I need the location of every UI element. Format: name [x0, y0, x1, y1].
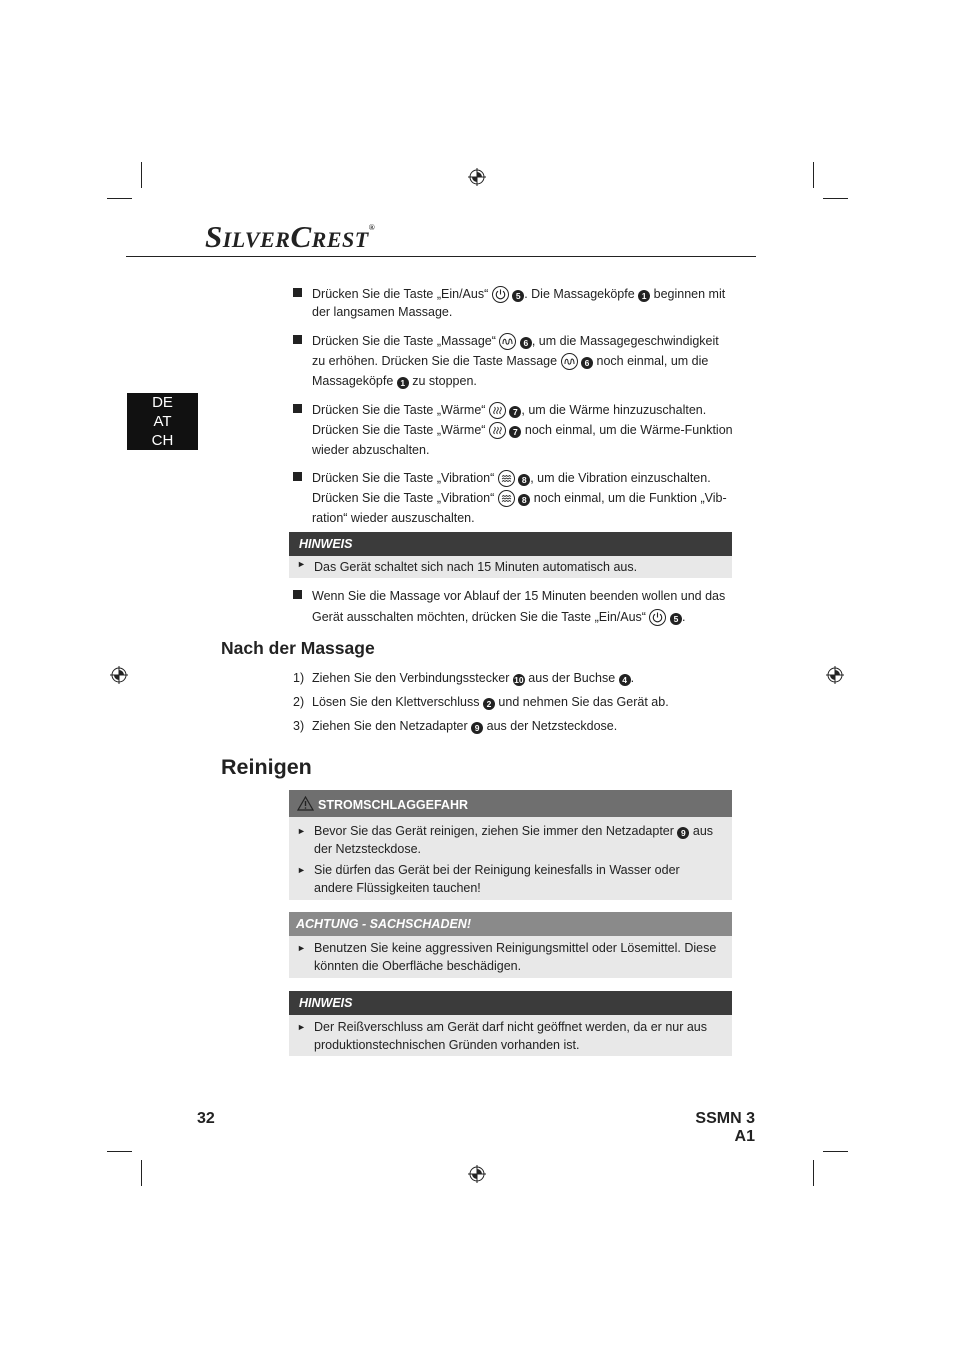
- heat-icon: [489, 402, 506, 419]
- step-item: 2) Lösen Sie den Klettverschluss 2 und nehmen Sie das Gerät ab.: [293, 695, 669, 709]
- notice-title: HINWEIS: [289, 532, 732, 556]
- arrow-icon: ►: [297, 865, 306, 875]
- bullet-vibration: Drücken Sie die Taste „Vibration“ 8 , um die Vibration einzuschalten. Drücken Sie die Taste „Vibration“ 8 noch einmal, um die Funktion „Vib-ration“ wieder auszuschalten.: [289, 468, 734, 528]
- crop-mark: [107, 1151, 132, 1152]
- notice-caution: [289, 912, 732, 978]
- notice-hinweis: [289, 991, 732, 1056]
- lang-at: AT: [153, 413, 172, 430]
- arrow-icon: ►: [297, 826, 306, 836]
- brand-logo: SILVERCREST®: [205, 219, 376, 254]
- arrow-icon: ►: [297, 943, 306, 953]
- registration-mark-icon: [110, 666, 128, 684]
- lang-de: DE: [152, 394, 173, 411]
- section-heading: Nach der Massage: [221, 638, 375, 658]
- massage-icon: [561, 353, 578, 370]
- registration-mark-icon: [826, 666, 844, 684]
- model-number: SSMN 3 A1: [695, 1110, 755, 1145]
- page-number: 32: [197, 1110, 215, 1127]
- massage-icon: [499, 333, 516, 350]
- language-box: [127, 393, 198, 450]
- power-icon: [649, 609, 666, 626]
- crop-mark: [813, 1160, 814, 1186]
- notice-title: HINWEIS: [289, 991, 732, 1015]
- notice-danger: [289, 790, 732, 900]
- power-icon: [492, 286, 509, 303]
- warning-triangle-icon: [297, 796, 314, 811]
- registration-mark-icon: [468, 1165, 486, 1183]
- notice-item: ► Benutzen Sie keine aggressiven Reinigungsmittel oder Lösemittel. Diese könnten die Oberfläche beschädigen.: [297, 941, 717, 973]
- crop-mark: [823, 1151, 848, 1152]
- notice-item: ► Bevor Sie das Gerät reinigen, ziehen Sie immer den Netzadapter 9 aus der Netzsteckdose.: [297, 824, 714, 856]
- step-item: 1) Ziehen Sie den Verbindungsstecker 10 aus der Buchse 4 .: [293, 671, 635, 685]
- header-rule: [126, 256, 756, 257]
- registration-mark-icon: [468, 168, 486, 186]
- notice-item: ► Der Reißverschluss am Gerät darf nicht geöffnet werden, da er nur aus produktionstechnischen Gründen vorhanden ist.: [297, 1020, 708, 1052]
- section-heading: Reinigen: [221, 755, 312, 779]
- notice-hinweis: [289, 532, 732, 578]
- bullet-power: Drücken Sie die Taste „Ein/Aus“ 5 . Die Massageköpfe 1 beginnen mit der langsamen Massage.: [289, 285, 734, 321]
- bullet-stop-early: Wenn Sie die Massage vor Ablauf der 15 Minuten beenden wollen und das Gerät ausschalten möchten, drücken Sie die Taste „Ein/Aus“ 5 .: [289, 586, 734, 628]
- bullet-heat: Drücken Sie die Taste „Wärme“ 7 , um die Wärme hinzuzuschalten. Drücken Sie die Taste „Wärme“ 7 noch einmal, um die Wärme-Funktion wieder abzuschalten.: [289, 400, 734, 460]
- crop-mark: [813, 162, 814, 188]
- vibration-icon: [498, 470, 515, 487]
- notice-title: ACHTUNG - SACHSCHADEN!: [289, 912, 732, 936]
- step-item: 3) Ziehen Sie den Netzadapter 9 aus der Netzsteckdose.: [293, 719, 618, 733]
- notice-item: ► Sie dürfen das Gerät bei der Reinigung keinesfalls in Wasser oder andere Flüssigkeiten tauchen!: [297, 863, 680, 895]
- arrow-icon: ►: [297, 1022, 306, 1032]
- heat-icon: [489, 422, 506, 439]
- notice-item: ► Das Gerät schaltet sich nach 15 Minuten automatisch aus.: [289, 556, 732, 577]
- crop-mark: [141, 162, 142, 188]
- crop-mark: [823, 198, 848, 199]
- crop-mark: [107, 198, 132, 199]
- lang-ch: CH: [151, 432, 174, 449]
- crop-mark: [141, 1160, 142, 1186]
- vibration-icon: [498, 490, 515, 507]
- arrow-icon: ►: [297, 559, 306, 569]
- bullet-massage: Drücken Sie die Taste „Massage“ 6 , um die Massagegeschwindigkeit zu erhöhen. Drücken Sie die Taste Massage 6 noch einmal, um die Massageköpfe 1 zu stoppen.: [289, 331, 734, 391]
- notice-title: STROMSCHLAGGEFAHR: [289, 790, 732, 817]
